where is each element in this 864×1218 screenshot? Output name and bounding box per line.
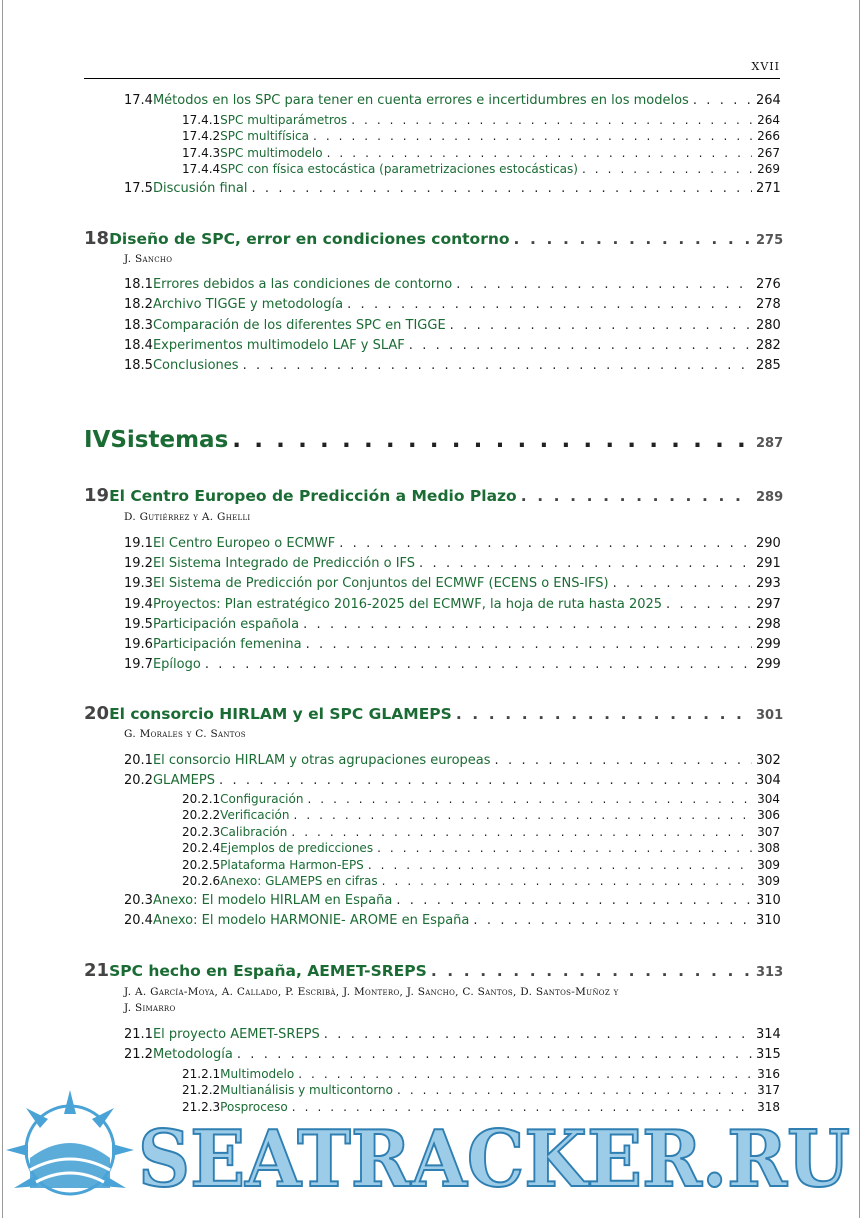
entry-title: Posproceso xyxy=(220,1100,288,1114)
entry-number: 20.1 xyxy=(124,753,153,768)
leader-dots xyxy=(693,93,752,108)
entry-number: 17.4 xyxy=(124,93,153,108)
entry-page: 271 xyxy=(756,181,781,196)
entry-page: 282 xyxy=(756,338,781,353)
toc-part[interactable] xyxy=(84,427,784,453)
chapter-page: 313 xyxy=(756,965,784,980)
chapter-title: Diseño de SPC, error en condiciones contorno xyxy=(109,230,510,248)
chapter-authors-continued: J. Simarro xyxy=(124,1002,176,1014)
entry-number: 19.6 xyxy=(124,637,153,652)
chapter-authors: J. Sancho xyxy=(124,253,173,265)
entry-number: 17.4.1 xyxy=(182,113,221,127)
sun-icon xyxy=(6,1090,134,1194)
leader-dots xyxy=(294,808,753,822)
entry-title: El consorcio HIRLAM y otras agrupaciones europeas xyxy=(152,753,491,768)
leader-dots xyxy=(251,181,752,196)
entry-number: 21.2.2 xyxy=(182,1083,221,1097)
entry-number: 20.2.4 xyxy=(182,841,221,855)
toc-section[interactable] xyxy=(124,597,780,612)
toc-section[interactable] xyxy=(124,637,780,652)
entry-title: Anexo: GLAMEPS en cifras xyxy=(220,874,378,888)
entry-title: Comparación de los diferentes SPC en TIGGE xyxy=(152,318,446,333)
leader-dots xyxy=(613,576,752,591)
chapter-number: 18 xyxy=(84,228,110,249)
entry-number: 21.2 xyxy=(124,1047,153,1062)
entry-number: 18.3 xyxy=(124,318,153,333)
part-page: 287 xyxy=(756,436,784,451)
toc-section[interactable] xyxy=(124,753,780,768)
entry-number: 21.2.3 xyxy=(182,1100,221,1114)
leader-dots xyxy=(303,617,752,632)
leader-dots xyxy=(582,162,752,176)
entry-title: SPC con física estocástica (parametrizaciones estocásticas) xyxy=(220,162,578,176)
entry-title: Multianálisis y multicontorno xyxy=(220,1083,393,1097)
chapter-authors: J. A. García-Moya, A. Callado, P. Escribà, J. Montero, J. Sancho, C. Santos, D. Santos-Muñoz y xyxy=(124,986,619,998)
entry-page: 310 xyxy=(756,893,781,908)
leader-dots xyxy=(306,637,752,652)
toc-section[interactable] xyxy=(124,773,780,788)
chapter-page: 289 xyxy=(756,490,784,505)
entry-page: 264 xyxy=(756,93,781,108)
entry-page: 309 xyxy=(757,858,780,872)
entry-title: SPC multiparámetros xyxy=(220,113,348,127)
leader-dots xyxy=(521,487,752,505)
entry-page: 318 xyxy=(757,1100,780,1114)
entry-title: SPC multimodelo xyxy=(220,146,323,160)
leader-dots xyxy=(456,277,752,292)
leader-dots xyxy=(351,113,752,127)
entry-page: 317 xyxy=(757,1083,780,1097)
toc-section[interactable] xyxy=(124,297,780,312)
part-title: Sistemas xyxy=(110,427,229,453)
leader-dots xyxy=(327,146,752,160)
entry-number: 20.2.5 xyxy=(182,858,221,872)
leader-dots xyxy=(456,705,752,723)
entry-number: 21.2.1 xyxy=(182,1067,221,1081)
entry-title: Metodología xyxy=(152,1047,233,1062)
toc-subsection[interactable] xyxy=(182,146,780,160)
entry-number: 17.4.3 xyxy=(182,146,221,160)
toc-section[interactable] xyxy=(124,181,780,196)
entry-page: 310 xyxy=(756,913,781,928)
chapter-page: 301 xyxy=(756,708,784,723)
entry-number: 21.1 xyxy=(124,1027,153,1042)
entry-title: El proyecto AEMET-SREPS xyxy=(152,1027,320,1042)
toc-section[interactable] xyxy=(124,617,780,632)
toc-chapter[interactable] xyxy=(84,960,784,981)
entry-page: 297 xyxy=(756,597,781,612)
leader-dots xyxy=(339,536,752,551)
toc-section[interactable] xyxy=(124,318,780,333)
watermark-logo xyxy=(0,1088,864,1218)
entry-number: 20.2 xyxy=(124,773,153,788)
leader-dots xyxy=(409,338,752,353)
leader-dots xyxy=(232,427,752,453)
toc-section[interactable] xyxy=(124,1047,780,1062)
leader-dots xyxy=(243,358,752,373)
entry-title: Plataforma Harmon-EPS xyxy=(220,858,364,872)
entry-page: 299 xyxy=(756,657,781,672)
leader-dots xyxy=(205,657,752,672)
entry-number: 18.4 xyxy=(124,338,153,353)
chapter-number: 21 xyxy=(84,960,110,981)
entry-number: 19.2 xyxy=(124,556,153,571)
entry-number: 17.4.2 xyxy=(182,129,221,143)
entry-number: 18.1 xyxy=(124,277,153,292)
entry-title: Configuración xyxy=(220,792,304,806)
entry-page: 314 xyxy=(756,1027,781,1042)
entry-page: 298 xyxy=(756,617,781,632)
entry-number: 17.4.4 xyxy=(182,162,221,176)
entry-title: Errores debidos a las condiciones de contorno xyxy=(152,277,453,292)
entry-page: 291 xyxy=(756,556,781,571)
entry-title: Participación española xyxy=(152,617,300,632)
entry-title: Multimodelo xyxy=(220,1067,295,1081)
entry-title: El Sistema Integrado de Predicción o IFS xyxy=(152,556,416,571)
entry-title: Archivo TIGGE y metodología xyxy=(152,297,344,312)
leader-dots xyxy=(431,962,752,980)
toc-section[interactable] xyxy=(124,338,780,353)
entry-page: 309 xyxy=(757,874,780,888)
leader-dots xyxy=(324,1027,752,1042)
toc-subsection[interactable] xyxy=(182,792,780,806)
toc-subsection[interactable] xyxy=(182,874,780,888)
entry-title: Experimentos multimodelo LAF y SLAF xyxy=(152,338,405,353)
entry-page: 306 xyxy=(757,808,780,822)
leader-dots xyxy=(219,773,752,788)
entry-title: Participación femenina xyxy=(152,637,302,652)
chapter-title: El consorcio HIRLAM y el SPC GLAMEPS xyxy=(109,705,452,723)
entry-page: 315 xyxy=(756,1047,781,1062)
toc-chapter[interactable] xyxy=(84,703,784,724)
entry-title: Ejemplos de predicciones xyxy=(220,841,374,855)
toc-subsection[interactable] xyxy=(182,825,780,839)
toc-section[interactable] xyxy=(124,536,780,551)
entry-page: 278 xyxy=(756,297,781,312)
toc-subsection[interactable] xyxy=(182,841,780,855)
entry-title: Métodos en los SPC para tener en cuenta errores e incertidumbres en los modelos xyxy=(152,93,689,108)
leader-dots xyxy=(450,318,752,333)
entry-number: 19.5 xyxy=(124,617,153,632)
entry-page: 290 xyxy=(756,536,781,551)
toc-section[interactable] xyxy=(124,358,780,373)
leader-dots xyxy=(237,1047,752,1062)
entry-page: 293 xyxy=(756,576,781,591)
chapter-page: 275 xyxy=(756,233,784,248)
entry-page: 276 xyxy=(756,277,781,292)
entry-number: 19.7 xyxy=(124,657,153,672)
leader-dots xyxy=(514,230,752,248)
toc-section[interactable] xyxy=(124,576,780,591)
entry-number: 18.2 xyxy=(124,297,153,312)
entry-page: 308 xyxy=(757,841,780,855)
toc-section[interactable] xyxy=(124,657,780,672)
toc-chapter[interactable] xyxy=(84,485,784,506)
entry-number: 20.3 xyxy=(124,893,153,908)
entry-title: SPC multifísica xyxy=(220,129,309,143)
entry-page: 307 xyxy=(757,825,780,839)
entry-number: 20.4 xyxy=(124,913,153,928)
toc-section[interactable] xyxy=(124,93,780,108)
chapter-number: 20 xyxy=(84,703,110,724)
entry-page: 316 xyxy=(757,1067,780,1081)
part-number: IV xyxy=(84,427,111,453)
entry-title: Proyectos: Plan estratégico 2016-2025 del ECMWF, la hoja de ruta hasta 2025 xyxy=(152,597,663,612)
entry-title: GLAMEPS xyxy=(152,773,215,788)
chapter-authors: G. Morales y C. Santos xyxy=(124,728,246,740)
leader-dots xyxy=(396,893,752,908)
chapter-authors: D. Gutiérrez y A. Ghelli xyxy=(124,511,251,523)
toc-subsection[interactable] xyxy=(182,858,780,872)
entry-page: 280 xyxy=(756,318,781,333)
entry-title: Calibración xyxy=(220,825,288,839)
entry-page: 302 xyxy=(756,753,781,768)
leader-dots xyxy=(313,129,752,143)
entry-title: Conclusiones xyxy=(152,358,239,373)
entry-number: 19.1 xyxy=(124,536,153,551)
chapter-title: SPC hecho en España, AEMET-SREPS xyxy=(109,962,427,980)
entry-number: 20.2.6 xyxy=(182,874,221,888)
leader-dots xyxy=(291,825,752,839)
entry-page: 285 xyxy=(756,358,781,373)
entry-page: 299 xyxy=(756,637,781,652)
leader-dots xyxy=(473,913,752,928)
leader-dots xyxy=(382,874,752,888)
chapter-title: El Centro Europeo de Predicción a Medio Plazo xyxy=(109,487,517,505)
entry-number: 17.5 xyxy=(124,181,153,196)
toc-section[interactable] xyxy=(124,277,780,292)
toc-section[interactable] xyxy=(124,556,780,571)
leader-dots xyxy=(377,841,752,855)
entry-number: 20.2.2 xyxy=(182,808,221,822)
entry-page: 264 xyxy=(757,113,780,127)
entry-page: 269 xyxy=(757,162,780,176)
entry-title: El Sistema de Predicción por Conjuntos del ECMWF (ECENS o ENS-IFS) xyxy=(152,576,609,591)
leader-dots xyxy=(347,297,752,312)
toc-section[interactable] xyxy=(124,893,780,908)
running-header xyxy=(84,58,780,79)
toc-subsection[interactable] xyxy=(182,113,780,127)
leader-dots xyxy=(298,1067,752,1081)
entry-number: 20.2.3 xyxy=(182,825,221,839)
entry-number: 19.3 xyxy=(124,576,153,591)
leader-dots xyxy=(495,753,752,768)
entry-title: El Centro Europeo o ECMWF xyxy=(152,536,336,551)
entry-title: Anexo: El modelo HIRLAM en España xyxy=(152,893,393,908)
entry-page: 304 xyxy=(757,792,780,806)
toc-subsection[interactable] xyxy=(182,1067,780,1081)
toc-subsection[interactable] xyxy=(182,129,780,143)
leader-dots xyxy=(419,556,752,571)
watermark-text: SEATRACKER.RU xyxy=(138,1114,850,1205)
entry-page: 304 xyxy=(756,773,781,788)
entry-number: 18.5 xyxy=(124,358,153,373)
entry-title: Verificación xyxy=(220,808,290,822)
entry-page: 267 xyxy=(757,146,780,160)
entry-title: Discusión final xyxy=(152,181,248,196)
toc-section[interactable] xyxy=(124,913,780,928)
entry-title: Epílogo xyxy=(152,657,201,672)
header-page-number: XVII xyxy=(751,60,780,73)
entry-number: 19.4 xyxy=(124,597,153,612)
toc-chapter[interactable] xyxy=(84,228,784,249)
toc-subsection[interactable] xyxy=(182,808,780,822)
toc-subsection[interactable] xyxy=(182,162,780,176)
leader-dots xyxy=(368,858,752,872)
entry-page: 266 xyxy=(757,129,780,143)
entry-number: 20.2.1 xyxy=(182,792,221,806)
entry-title: Anexo: El modelo HARMONIE- AROME en España xyxy=(152,913,470,928)
chapter-number: 19 xyxy=(84,485,110,506)
leader-dots xyxy=(666,597,752,612)
leader-dots xyxy=(307,792,752,806)
toc-section[interactable] xyxy=(124,1027,780,1042)
